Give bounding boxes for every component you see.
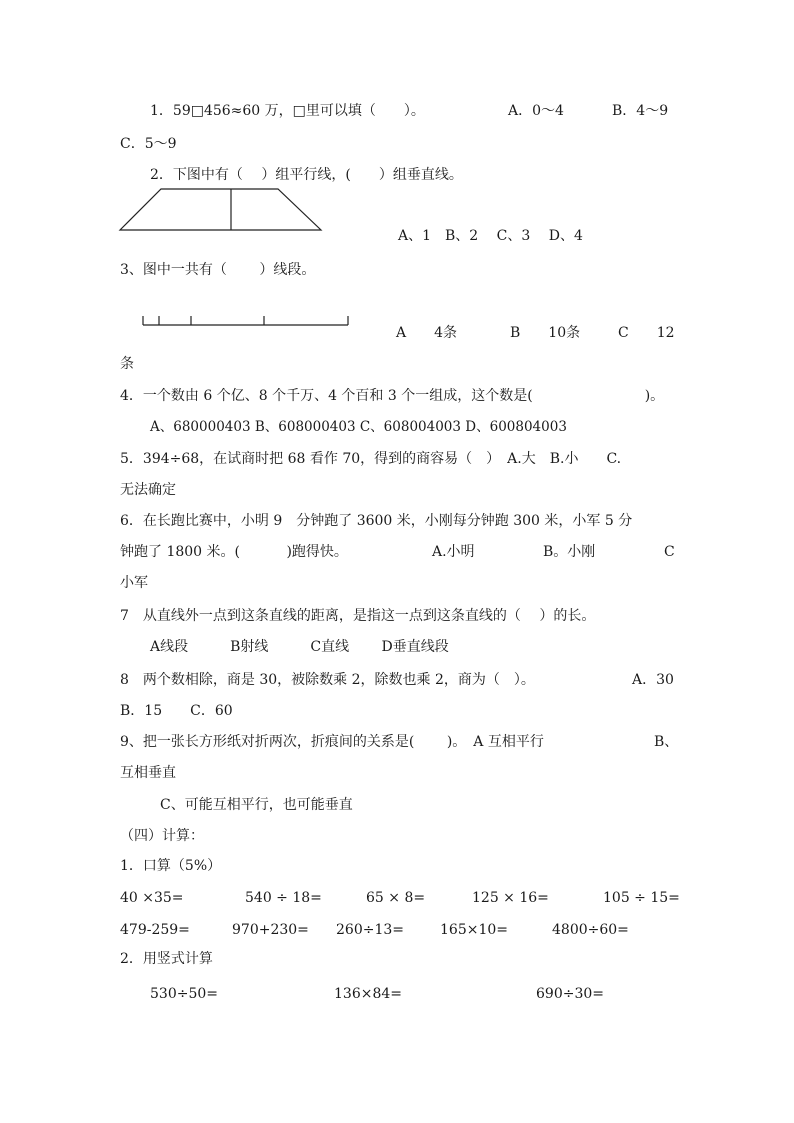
oral-item: 105 ÷ 15= (603, 890, 680, 906)
oral-calc-heading: 1．口算（5%） (120, 858, 222, 874)
oral-item: 260÷13= (336, 922, 404, 938)
q3-option-b: B 10条 (510, 325, 581, 341)
q1-option-c: C．5～9 (120, 136, 177, 152)
vertical-item: 136×84= (334, 986, 402, 1002)
q9-option-b: B、 (654, 734, 679, 750)
trapezoid-figure (118, 186, 324, 234)
vertical-item: 690÷30= (536, 986, 604, 1002)
oral-item: 970+230= (232, 922, 309, 938)
q7-options: A线段 B射线 C直线 D垂直线段 (150, 639, 449, 655)
oral-item: 479-259= (120, 922, 190, 938)
section-heading: （四）计算： (120, 828, 204, 844)
segment-line-figure (140, 312, 352, 328)
q8-options-continued: B．15 C．60 (120, 703, 233, 719)
q1-stem: 1．59□456≈60 万，□里可以填（ ）。 (150, 103, 425, 119)
q8-stem: 8 两个数相除，商是 30，被除数乘 2，除数也乘 2，商为（ ）。 (120, 672, 535, 688)
q6-option-c: C (664, 544, 675, 560)
q3-option-a: A 4条 (396, 325, 458, 341)
q7-stem: 7 从直线外一点到这条直线的距离，是指这一点到这条直线的（ ）的长。 (120, 608, 596, 624)
vertical-calc-heading: 2．用竖式计算 (120, 951, 213, 967)
q4-options: A、680000403 B、608000403 C、608004003 D、600804003 (150, 419, 567, 435)
oral-item: 4800÷60= (552, 922, 629, 938)
q4-stem: 4．一个数由 6 个亿、8 个千万、4 个百和 3 个一组成，这个数是( )。 (120, 388, 665, 404)
q1-option-a: A．0～4 (508, 103, 564, 119)
q9-option-c: C、可能互相平行，也可能垂直 (160, 797, 353, 813)
q6-option-c-continued: 小军 (120, 575, 148, 591)
q3-option-c: C 12 (618, 325, 675, 341)
q8-option-a: A．30 (632, 672, 674, 688)
vertical-item: 530÷50= (150, 986, 218, 1002)
q5-option-c-continued: 无法确定 (120, 482, 176, 498)
oral-item: 165×10= (440, 922, 508, 938)
oral-item: 540 ÷ 18= (245, 890, 322, 906)
q3-option-c-continued: 条 (120, 356, 134, 372)
q5-stem: 5．394÷68，在试商时把 68 看作 70，得到的商容易（ ） A.大 B.小 C. (120, 451, 622, 467)
q1-option-b: B．4～9 (612, 103, 669, 119)
q2-options: A、1 B、2 C、3 D、4 (398, 228, 583, 244)
oral-item: 125 × 16= (472, 890, 549, 906)
q6-option-b: B。小刚 (543, 544, 596, 560)
q6-line1: 6．在长跑比赛中，小明 9 分钟跑了 3600 米，小刚每分钟跑 300 米，小军 5 分 (120, 513, 633, 529)
q6-option-a: A.小明 (432, 544, 475, 560)
q9-stem: 9、把一张长方形纸对折两次，折痕间的关系是( )。 A 互相平行 (120, 734, 544, 750)
q9-option-b-continued: 互相垂直 (120, 765, 176, 781)
q6-line2: 钟跑了 1800 米。( )跑得快。 (120, 544, 348, 560)
oral-item: 65 × 8= (366, 890, 426, 906)
oral-item: 40 ×35= (120, 890, 184, 906)
q3-stem: 3、图中一共有（ ）线段。 (120, 262, 316, 278)
q2-stem: 2．下图中有（ ）组平行线，( ）组垂直线。 (150, 167, 463, 183)
